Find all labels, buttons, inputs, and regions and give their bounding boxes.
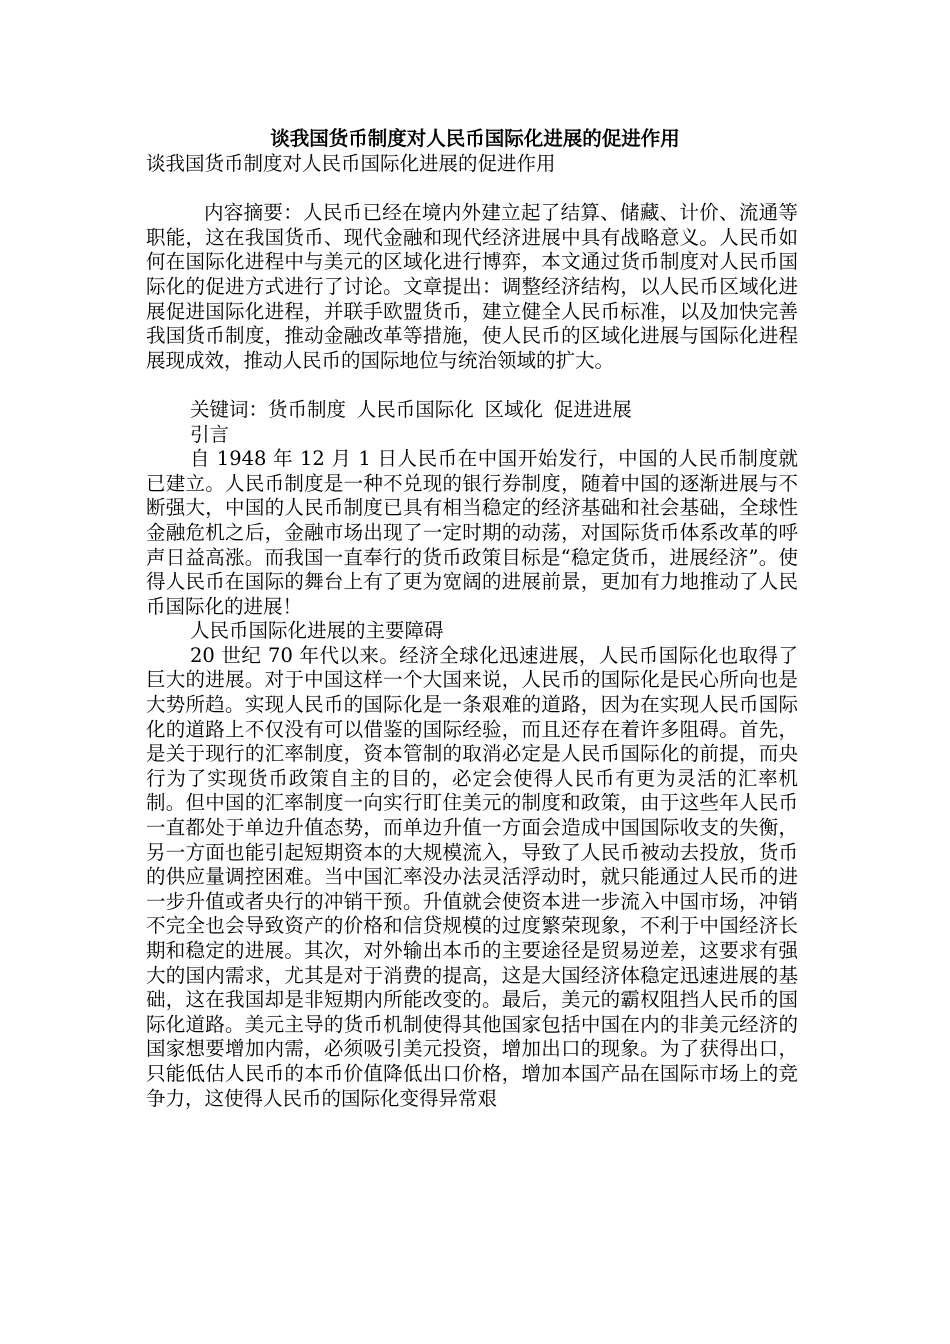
intro-heading: 引言 xyxy=(190,422,230,446)
intro-paragraph: 自 1948 年 12 月 1 日人民币在中国开始发行，中国的人民币制度就已建立。人民币制度是一种不兑现的银行券制度，随着中国的逐渐进展与不断强大，中国的人民币制度已具有相当稳定的经济基础和社会基础，全球性金融危机之后，金融市场出现了一定时期的动荡，对国际货币体系改革的呼声日益高涨。而我国一直奉行的货币政策目标是“稳定货币，进展经济”。使得人民币在国际的舞台上有了更为宽阔的进展前景，更加有力地推动了人民币国际化的进展！ xyxy=(146,447,798,618)
obstacles-paragraph: 20 世纪 70 年代以来。经济全球化迅速进展，人民币国际化也取得了巨大的进展。对于中国这样一个大国来说，人民币的国际化是民心所向也是大势所趋。实现人民币的国际化是一条艰难的道路，因为在实现人民币国际化的道路上不仅没有可以借鉴的国际经验，而且还存在着许多阻碍。首先，是关于现行的汇率制度，资本管制的取消必定是人民币国际化的前提，而央行为了实现货币政策自主的目的，必定会使得人民币有更为灵活的汇率机制。但中国的汇率制度一向实行盯住美元的制度和政策，由于这些年人民币一直都处于单边升值态势，而单边升值一方面会造成中国国际收支的失衡，另一方面也能引起短期资本的大规模流入，导致了人民币被动去投放，货币的供应量调控困难。当中国汇率没办法灵活浮动时，就只能通过人民币的进一步升值或者央行的冲销干预。升值就会使资本进一步流入中国市场，冲销不完全也会导致资产的价格和信贷规模的过度繁荣现象，不利于中国经济长期和稳定的进展。其次，对外输出本币的主要途径是贸易逆差，这要求有强大的国内需求，尤其是对于消费的提高，这是大国经济体稳定迅速进展的基础，这在我国却是非短期内所能改变的。最后，美元的霸权阻挡人民币的国际化道路。美元主导的货币机制使得其他国家包括中国在内的非美元经济的国家想要增加内需，必须吸引美元投资，增加出口的现象。为了获得出口，只能低估人民币的本币价值降低出口价格，增加本国产品在国际市场上的竞争力，这使得人民币的国际化变得异常艰 xyxy=(146,643,798,1110)
abstract-paragraph: 内容摘要：人民币已经在境内外建立起了结算、储藏、计价、流通等职能，这在我国货币、现代金融和现代经济进展中具有战略意义。人民币如何在国际化进程中与美元的区域化进行博弈，本文通过货币制度对人民币国际化的促进方式进行了讨论。文章提出：调整经济结构，以人民币区域化进展促进国际化进程，并联手欧盟货币，建立健全人民币标准，以及加快完善我国货币制度，推动金融改革等措施，使人民币的区域化进展与国际化进程展现成效，推动人民币的国际地位与统治领域的扩大。 xyxy=(146,201,798,372)
keyword-item: 货币制度 xyxy=(268,397,347,421)
keyword-item: 区域化 xyxy=(484,397,543,421)
document-body xyxy=(146,152,798,1111)
keywords-label: 关键词： xyxy=(190,397,269,421)
keyword-item: 促进进展 xyxy=(553,397,632,421)
keyword-item: 人民币国际化 xyxy=(356,397,474,421)
keywords-line xyxy=(146,398,798,423)
document-subtitle: 谈我国货币制度对人民币国际化进展的促进作用 xyxy=(146,152,556,175)
section-heading-obstacles: 人民币国际化进展的主要障碍 xyxy=(190,619,444,643)
document-title: 谈我国货币制度对人民币国际化进展的促进作用 xyxy=(270,127,680,150)
